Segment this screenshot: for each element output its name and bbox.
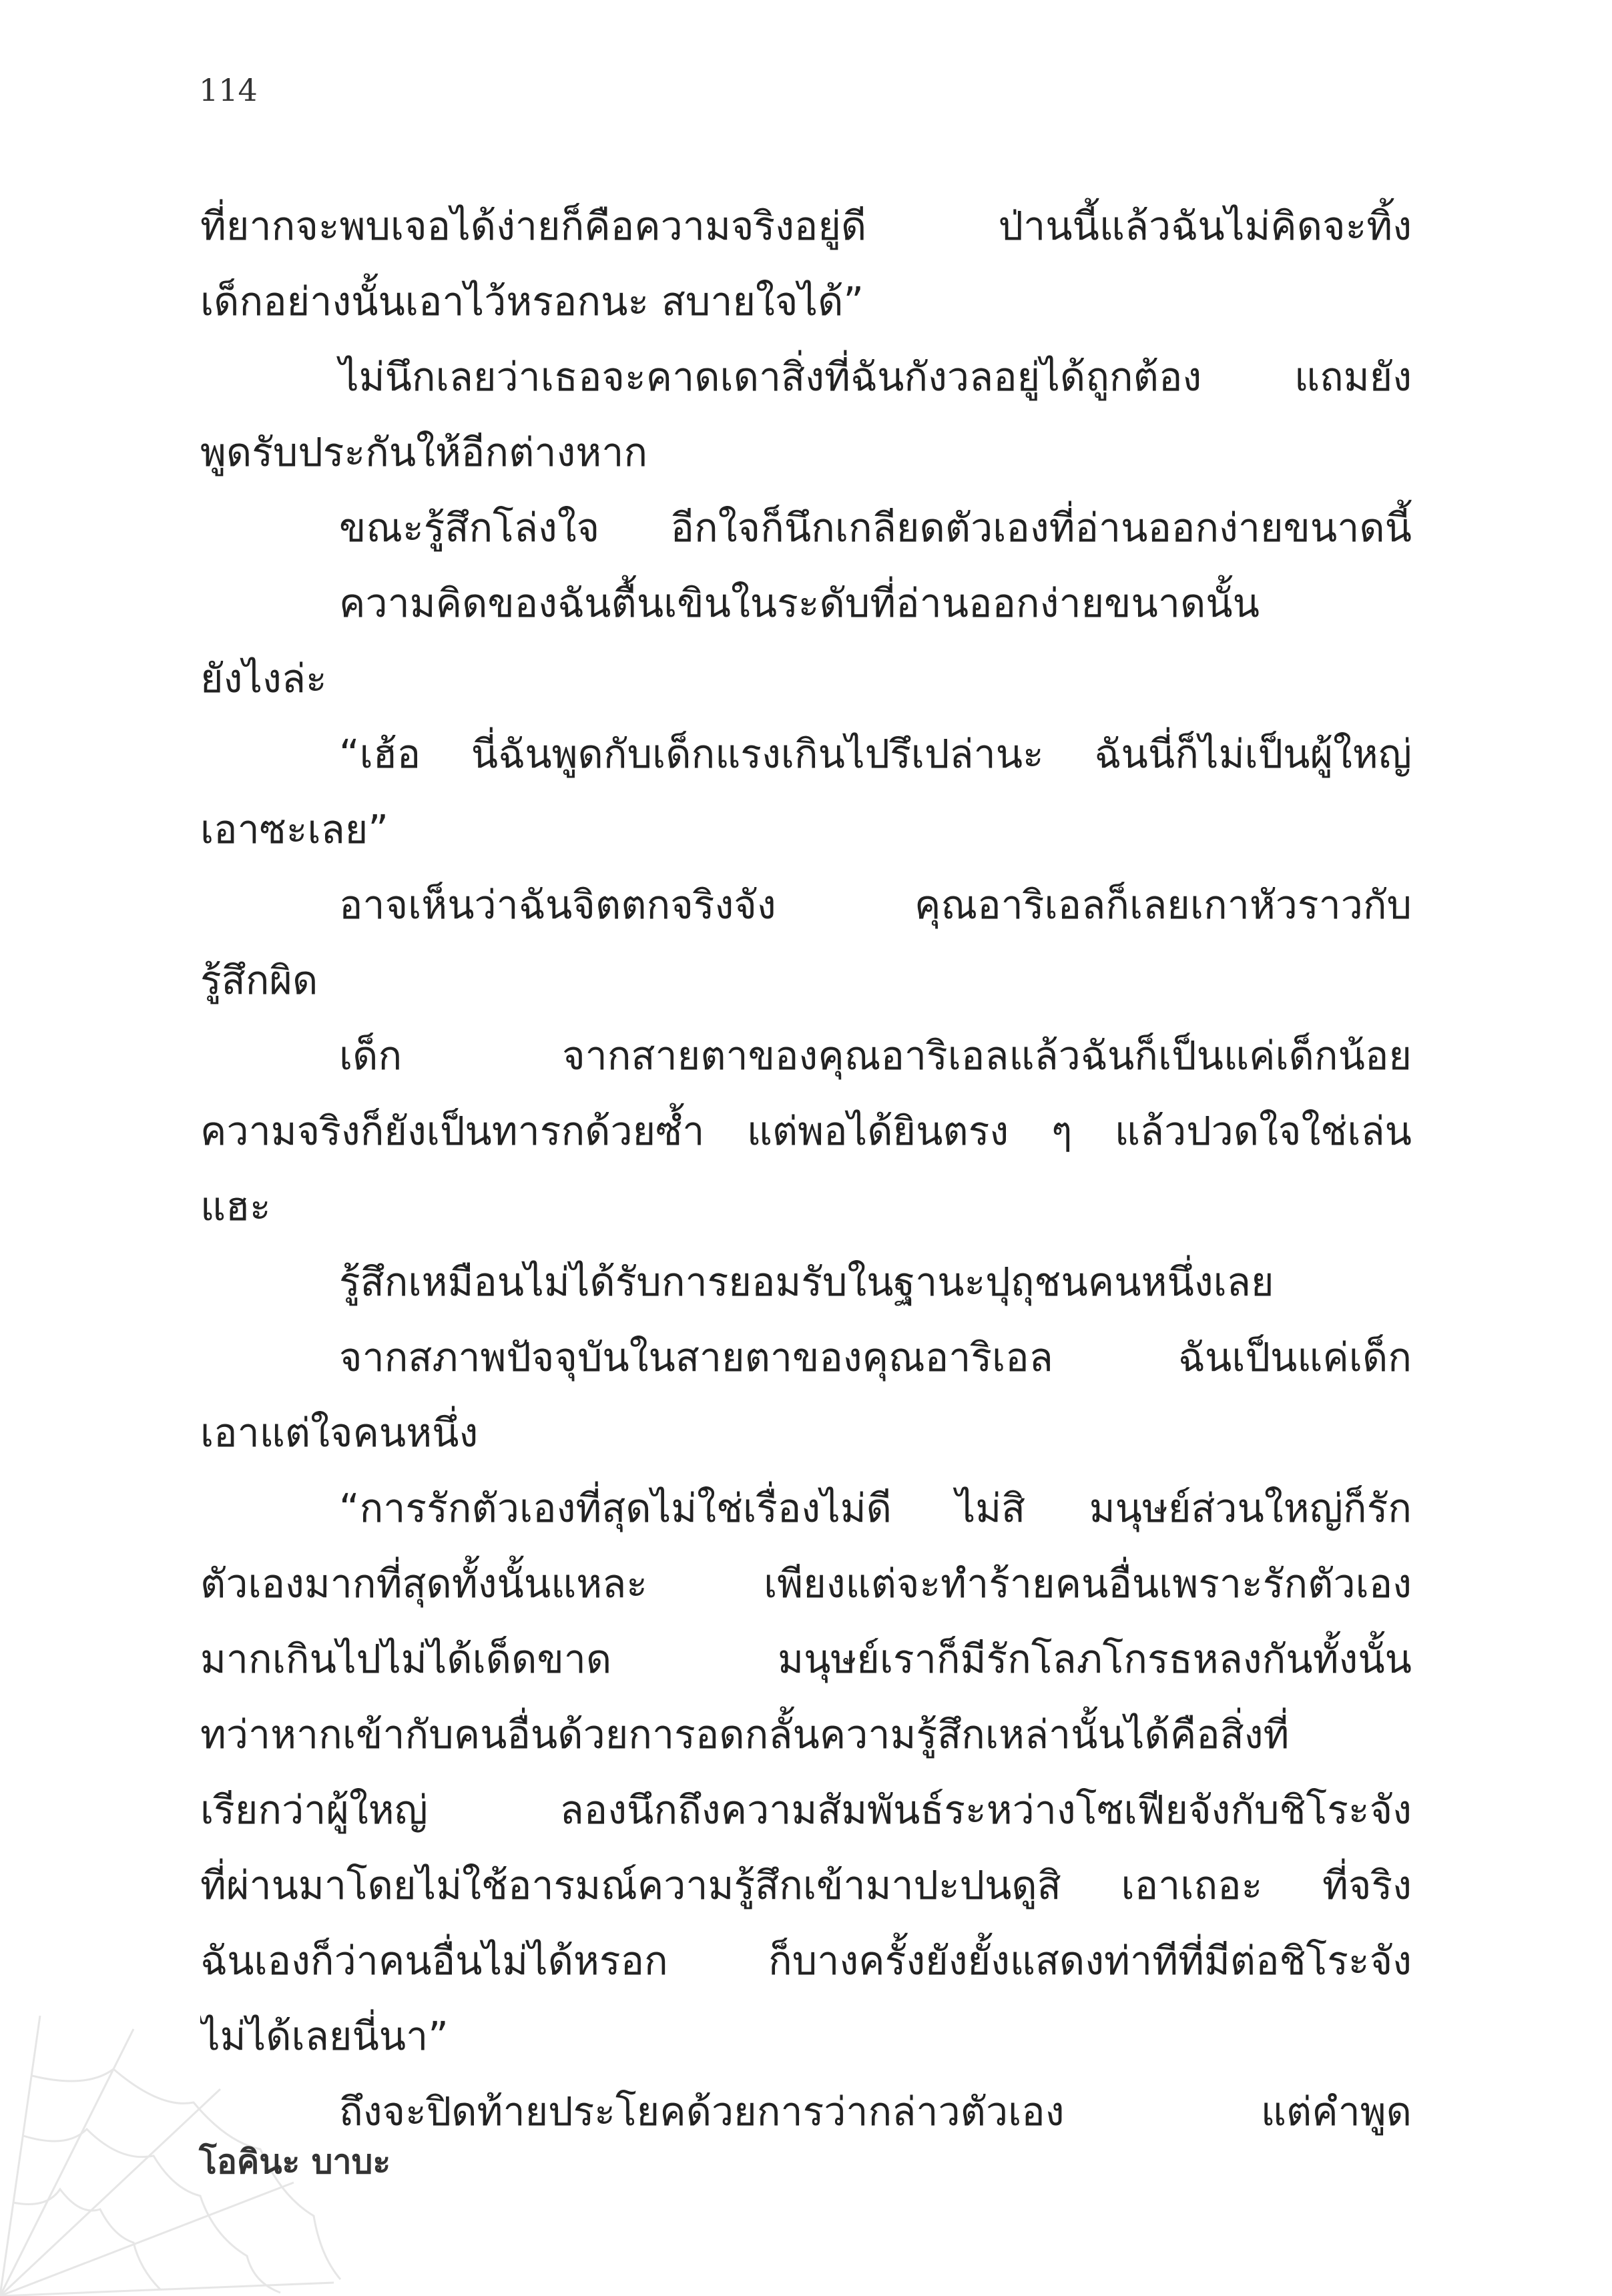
text-line: ถึงจะปิดท้ายประโยคด้วยการว่ากล่าวตัวเอง แต่คำพูด bbox=[339, 2088, 1412, 2134]
text-line: รู้สึกผิด bbox=[200, 957, 318, 1003]
text-line: อาจเห็นว่าฉันจิตตกจริงจัง คุณอาริเอลก็เลยเกาหัวราวกับ bbox=[339, 882, 1412, 928]
text-line: เอาซะเลย” bbox=[200, 806, 388, 852]
text-line: ไม่ได้เลยนี่นา” bbox=[200, 2013, 449, 2059]
text-line: เด็ก จากสายตาของคุณอาริเอลแล้วฉันก็เป็นแค่เด็กน้อย bbox=[339, 1033, 1412, 1079]
text-line: เด็กอย่างนั้นเอาไว้หรอกนะ สบายใจได้” bbox=[200, 278, 864, 324]
text-line: ความจริงก็ยังเป็นทารกด้วยซ้ำ แต่พอได้ยินตรง ๆ แล้วปวดใจใช่เล่น bbox=[200, 1108, 1412, 1154]
body-text bbox=[200, 188, 1412, 2149]
text-line: แฮะ bbox=[200, 1183, 271, 1229]
text-line: ฉันเองก็ว่าคนอื่นไม่ได้หรอก ก็บางครั้งยังยั้งแสดงท่าทีที่มีต่อชิโระจัง bbox=[200, 1938, 1412, 1984]
text-line: ยังไงล่ะ bbox=[200, 655, 327, 701]
text-line: มากเกินไปไม่ได้เด็ดขาด มนุษย์เราก็มีรักโลภโกรธหลงกันทั้งนั้น bbox=[200, 1636, 1412, 1682]
text-line: ความคิดของฉันตื้นเขินในระดับที่อ่านออกง่ายขนาดนั้น bbox=[339, 580, 1260, 626]
text-line: ขณะรู้สึกโล่งใจ อีกใจก็นึกเกลียดตัวเองที่อ่านออกง่ายขนาดนี้ bbox=[339, 505, 1412, 551]
text-line: จากสภาพปัจจุบันในสายตาของคุณอาริเอล ฉันเป็นแค่เด็ก bbox=[339, 1334, 1412, 1380]
text-line: “การรักตัวเองที่สุดไม่ใช่เรื่องไม่ดี ไม่สิ มนุษย์ส่วนใหญ่ก็รัก bbox=[339, 1485, 1412, 1531]
text-line: เอาแต่ใจคนหนึ่ง bbox=[200, 1410, 479, 1456]
text-line: ที่ยากจะพบเจอได้ง่ายก็คือความจริงอยู่ดี ป่านนี้แล้วฉันไม่คิดจะทิ้ง bbox=[200, 203, 1412, 249]
text-line: “เฮ้อ นี่ฉันพูดกับเด็กแรงเกินไปรึเปล่านะ ฉันนี่ก็ไม่เป็นผู้ใหญ่ bbox=[339, 731, 1412, 777]
text-line: ที่ผ่านมาโดยไม่ใช้อารมณ์ความรู้สึกเข้ามาปะปนดูสิ เอาเถอะ ที่จริง bbox=[200, 1862, 1412, 1908]
text-line: เรียกว่าผู้ใหญ่ ลองนึกถึงความสัมพันธ์ระหว่างโซเฟียจังกับชิโระจัง bbox=[200, 1787, 1412, 1833]
text-line: ไม่นึกเลยว่าเธอจะคาดเดาสิ่งที่ฉันกังวลอยู่ได้ถูกต้อง แถมยัง bbox=[339, 354, 1412, 400]
text-line: ตัวเองมากที่สุดทั้งนั้นแหละ เพียงแต่จะทำร้ายคนอื่นเพราะรักตัวเอง bbox=[200, 1560, 1412, 1607]
text-line: พูดรับประกันให้อีกต่างหาก bbox=[200, 429, 648, 475]
page-number: 114 bbox=[199, 72, 258, 108]
footer-author: โอคินะ บาบะ bbox=[199, 2142, 391, 2181]
text-line: รู้สึกเหมือนไม่ได้รับการยอมรับในฐานะปุถุชนคนหนึ่งเลย bbox=[339, 1259, 1274, 1305]
text-line: ทว่าหากเข้ากับคนอื่นด้วยการอดกลั้นความรู้สึกเหล่านั้นได้คือสิ่งที่ bbox=[200, 1711, 1290, 1757]
